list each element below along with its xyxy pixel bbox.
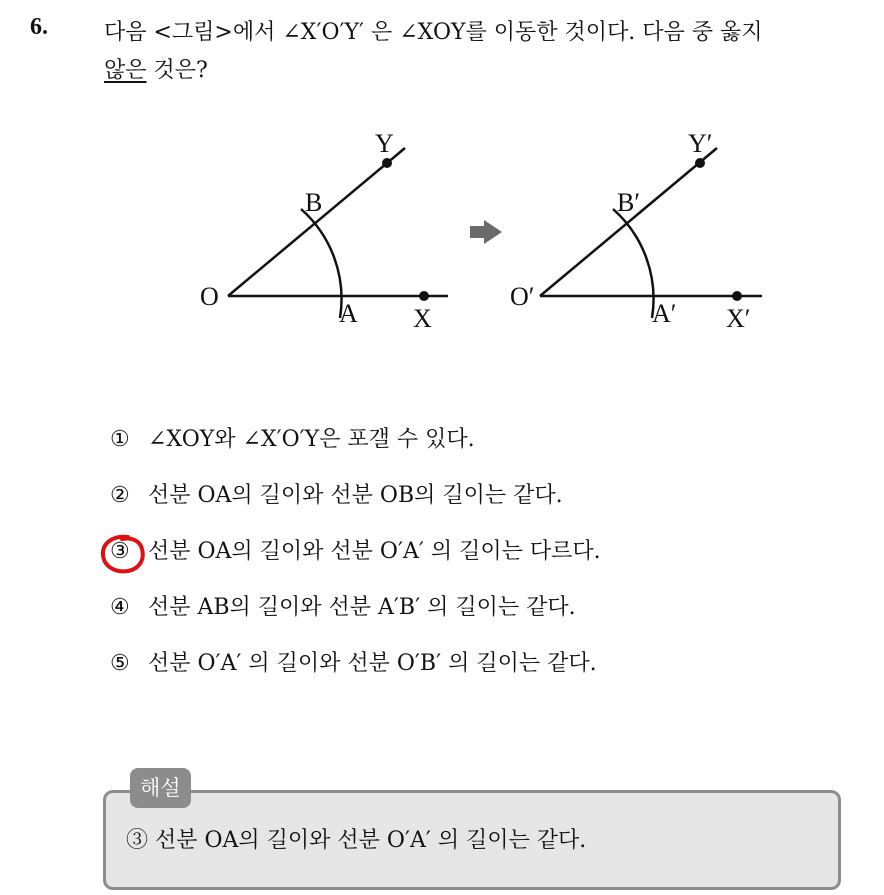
- choice-2[interactable]: [110, 474, 601, 530]
- question-text: [104, 14, 874, 90]
- right-point-x: [732, 291, 742, 301]
- question-line2: 것은?: [146, 58, 208, 83]
- right-label-a: A′: [652, 299, 677, 328]
- solution-tag: 해설: [130, 768, 191, 808]
- choice-text: ∠XOY와 ∠X′O′Y은 포갤 수 있다.: [148, 427, 475, 452]
- right-label-b: B′: [617, 188, 641, 217]
- question-number: 6.: [30, 14, 48, 40]
- left-ray-oy: [228, 148, 405, 296]
- choice-list: [110, 418, 601, 698]
- choice-mark: ⑤: [110, 651, 130, 676]
- answer-circle-icon: [98, 531, 150, 577]
- left-angle: [228, 148, 448, 318]
- question-underlined-word: 않은: [104, 58, 147, 83]
- angle-figure: [0, 120, 884, 350]
- right-point-y: [695, 158, 705, 168]
- choice-4[interactable]: [110, 586, 601, 642]
- left-label-y: Y: [375, 129, 394, 158]
- solution-box: [103, 790, 841, 890]
- left-point-x: [419, 291, 429, 301]
- right-ray-oy: [540, 148, 717, 296]
- choice-mark: ③: [110, 539, 130, 564]
- choice-1[interactable]: [110, 418, 601, 474]
- choice-mark: ②: [110, 483, 130, 508]
- left-label-x: X: [413, 304, 432, 333]
- choice-text: 선분 OA의 길이와 선분 OB의 길이는 같다.: [148, 483, 563, 508]
- choice-3[interactable]: [110, 530, 601, 586]
- right-label-o: O′: [510, 282, 535, 311]
- left-point-y: [382, 158, 392, 168]
- choice-mark: ①: [110, 427, 130, 452]
- solution-text: ③ 선분 OA의 길이와 선분 O′A′ 의 길이는 같다.: [126, 828, 587, 853]
- left-label-o: O: [200, 282, 219, 311]
- choice-text: 선분 O′A′ 의 길이와 선분 O′B′ 의 길이는 같다.: [148, 651, 597, 676]
- right-angle: [540, 148, 762, 318]
- left-label-a: A: [339, 299, 358, 328]
- right-arrow-icon: [470, 220, 502, 244]
- choice-text: 선분 AB의 길이와 선분 A′B′ 의 길이는 같다.: [148, 595, 576, 620]
- right-label-y: Y′: [688, 129, 713, 158]
- left-label-b: B: [305, 188, 323, 217]
- right-label-x: X′: [726, 304, 751, 333]
- right-arc: [613, 209, 654, 318]
- question-line1: 다음 <그림>에서 ∠X′O′Y′ 은 ∠XOY를 이동한 것이다. 다음 중 옳지: [104, 20, 763, 45]
- choice-mark: ④: [110, 595, 130, 620]
- left-arc: [301, 209, 342, 318]
- choice-5[interactable]: [110, 642, 601, 698]
- choice-text: 선분 OA의 길이와 선분 O′A′ 의 길이는 다르다.: [148, 539, 601, 564]
